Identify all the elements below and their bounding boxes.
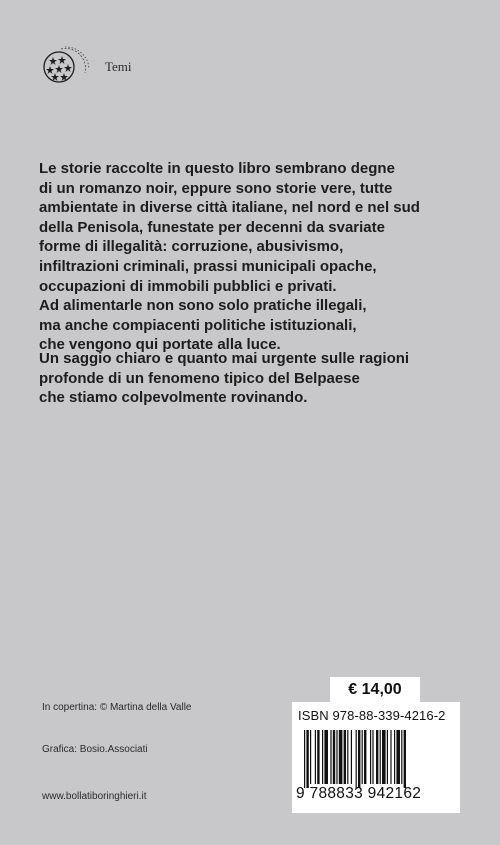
barcode-label — [292, 702, 460, 813]
graphics-credit: Grafica: Bosio.Associati — [42, 744, 148, 755]
blurb-line: forme di illegalità: corruzione, abusivismo, — [39, 238, 344, 256]
blurb-line: Un saggio chiaro e quanto mai urgente sulle ragioni — [39, 350, 410, 367]
price-label — [330, 677, 420, 702]
blurb-line: della Penisola, funestate per decenni da svariate — [39, 218, 385, 236]
blurb-line: occupazioni di immobili pubblici e privati. — [39, 277, 337, 295]
blurb-line: Le storie raccolte in questo libro sembrano degne — [39, 160, 395, 177]
blurb-line: di un romanzo noir, eppure sono storie vere, tutte — [39, 179, 393, 197]
barcode-digits: 9 788833 942162 — [296, 785, 422, 802]
price-text: € 14,00 — [348, 680, 402, 698]
blurb-paragraph-1 — [39, 159, 469, 355]
cover-credit: In copertina: © Martina della Valle — [42, 702, 192, 713]
blurb-line: infiltrazioni criminali, prassi municipali opache, — [39, 257, 377, 275]
blurb-line: che stiamo colpevolmente rovinando. — [39, 389, 308, 407]
blurb-line: ma anche compiacenti politiche istituzionali, — [39, 316, 357, 334]
publisher-seal-icon — [41, 43, 97, 91]
blurb-line: profonde di un fenomeno tipico del Belpaese — [39, 369, 360, 387]
publisher-website[interactable]: www.bollatiboringhieri.it — [42, 791, 147, 802]
publisher-logo — [41, 43, 97, 91]
barcode-icon — [304, 730, 452, 788]
blurb-paragraph-2 — [39, 349, 469, 408]
isbn-text: ISBN 978-88-339-4216-2 — [298, 708, 446, 723]
blurb-line: ambientate in diverse città italiane, nel nord e nel sud — [39, 199, 420, 217]
series-name: Temi — [105, 59, 132, 74]
blurb-line: che vengono qui portate alla luce. — [39, 336, 281, 354]
blurb-line: Ad alimentarle non sono solo pratiche illegali, — [39, 297, 367, 315]
